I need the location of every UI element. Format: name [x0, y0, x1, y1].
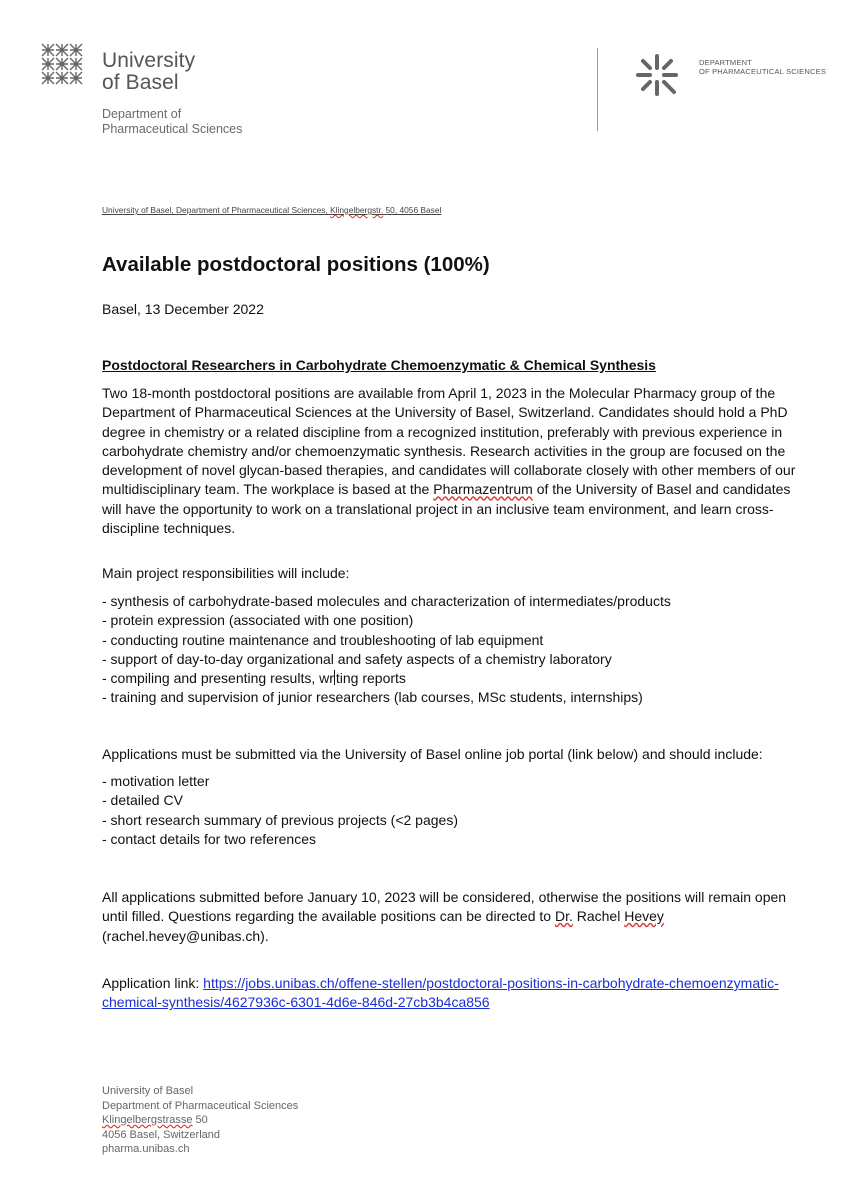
list-item: - motivation letter: [102, 773, 210, 789]
list-item-text-end: ting reports: [335, 670, 406, 687]
application-intro: Applications must be submitted via the University of Basel online job portal (link below) and should include:: [102, 746, 763, 762]
footer-line3: [102, 1113, 298, 1128]
address-part2: 50, 4056 Basel: [383, 205, 442, 215]
deadline-part2: (rachel.hevey@unibas.ch).: [102, 927, 269, 944]
footer-line4: 4056 Basel, Switzerland: [102, 1128, 221, 1141]
list-item: - protein expression (associated with one position): [102, 612, 414, 629]
list-item: - conducting routine maintenance and troubleshooting of lab equipment: [102, 631, 544, 648]
section-heading: Postdoctoral Researchers in Carbohydrate Chemoenzymatic & Chemical Synthesis: [102, 357, 656, 373]
department-name-line2: Pharmaceutical Sciences: [102, 122, 243, 136]
list-item: - contact details for two references: [102, 830, 316, 847]
university-name: [102, 50, 195, 94]
responsibilities-intro: Main project responsibilities will include:: [102, 565, 350, 581]
letter-date: Basel, 13 December 2022: [102, 301, 264, 317]
intro-paragraph: [102, 384, 802, 538]
deadline-part1: All applications submitted before January 10, 2023 will be considered, otherwise the positions will remain open until filled. Questions regarding the available positions can be directed to: [102, 889, 787, 925]
application-list: [102, 772, 458, 849]
list-item: - short research summary of previous projects (<2 pages): [102, 811, 458, 828]
intro-pharmazentrum: Pharmazentrum: [433, 481, 533, 498]
footer-street-no: 50: [192, 1114, 208, 1126]
intro-part1: Two 18-month postdoctoral positions are available from April 1, 2023 in the Molecular Pharmacy group of the Department of Pharmaceutical Sciences at the University of Basel, Switzerland. Candidates should hold a PhD degree in chemistry or a related discipline from a recognized institution, preferably with previous experience in carbohydrate chemistry and/or chemoenzymatic synthesis. Research activities in the group are focused on the development of novel glycan-based therapies, and candidates will collaborate closely with other members of our multidisciplinary team. The workplace is based at the: [102, 385, 796, 498]
intro-part2: of the University of Basel and candidates will have the opportunity to work on a translational project in an inclusive team environment, and learn cross-discipline techniques.: [102, 481, 791, 537]
application-link[interactable]: https://jobs.unibas.ch/offene-stellen/postdoctoral-positions-in-carbohydrate-chemoenzymatic-chemical-synthesis/4627936c-6301-4d6e-846d-27cb3b4ca856: [102, 975, 779, 1011]
application-link-paragraph: [102, 974, 802, 1013]
footer-line1: University of Basel: [102, 1085, 194, 1097]
page-title: Available postdoctoral positions (100%): [102, 253, 490, 276]
right-department-line2: OF PHARMACEUTICAL SCIENCES: [699, 67, 827, 76]
right-department-label: [699, 58, 826, 76]
university-of-basel-logo-icon: [36, 38, 94, 96]
department-name-line1: Department of: [102, 107, 182, 121]
address-part1: University of Basel, Department of Pharmaceutical Sciences,: [102, 205, 331, 215]
sender-address-line: [102, 205, 441, 215]
university-name-line2: of Basel: [102, 71, 179, 94]
right-department-line1: DEPARTMENT: [699, 58, 752, 67]
deadline-dr: Dr.: [554, 908, 573, 925]
list-item: - training and supervision of junior researchers (lab courses, MSc students, internships): [102, 689, 643, 706]
footer-street: Klingelbergstrasse: [102, 1114, 193, 1126]
responsibilities-list: [102, 592, 671, 708]
footer-line5: pharma.unibas.ch: [102, 1143, 190, 1155]
footer-address: [102, 1084, 298, 1157]
deadline-space: Rachel: [572, 908, 625, 925]
list-item-text-start: - compiling and presenting results, wr: [102, 670, 334, 687]
list-item: - synthesis of carbohydrate-based molecules and characterization of intermediates/products: [102, 593, 671, 609]
list-item: [102, 669, 671, 688]
footer-line2: Department of Pharmaceutical Sciences: [102, 1099, 299, 1112]
list-item: - support of day-to-day organizational and safety aspects of a chemistry laboratory: [102, 650, 612, 667]
deadline-paragraph: [102, 888, 802, 946]
address-street: Klingelbergstr.: [330, 205, 384, 215]
department-name: [102, 107, 242, 137]
university-name-line1: University: [102, 49, 196, 72]
list-item: - detailed CV: [102, 792, 183, 809]
department-pharmaceutical-sciences-logo-icon: [632, 50, 682, 100]
header-divider: [597, 48, 598, 131]
deadline-surname: Hevey: [624, 908, 664, 925]
application-link-label: Application link:: [102, 975, 204, 991]
